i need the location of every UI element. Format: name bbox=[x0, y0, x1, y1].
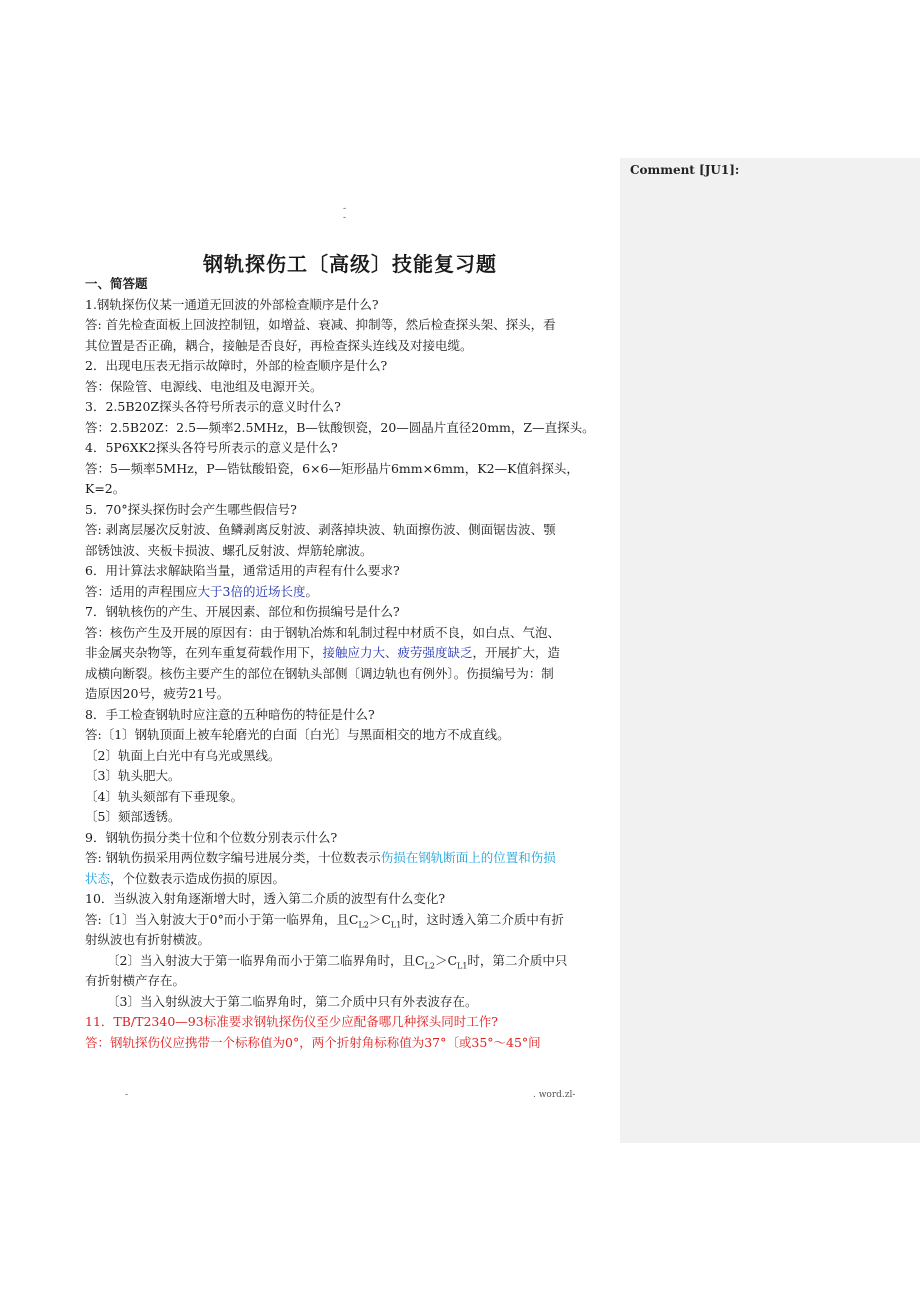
question-3: 3．2.5B20Z探头各符号所表示的意义时什么? bbox=[85, 399, 341, 414]
a10-1-sub-2: L1 bbox=[390, 920, 402, 929]
answer-7-text-end: ，开展扩大，造 bbox=[472, 645, 561, 660]
answer-9-line-2 bbox=[85, 869, 613, 890]
answer-7-text: 非金属夹杂物等，在列车重复荷载作用下， bbox=[85, 645, 323, 660]
header-mark-bottom: - bbox=[343, 213, 347, 223]
a10-2-sub-1: L2 bbox=[424, 961, 435, 970]
a10-1-post: 时，这时透入第二介质中有折 bbox=[401, 911, 564, 927]
answer-5-line-2: 部锈蚀波、夹板卡损波、螺孔反射波、焊筋轮廓波。 bbox=[85, 542, 373, 558]
answer-8-item-3: 〔3〕轨头肥大。 bbox=[85, 768, 181, 783]
a10-1-mid: ＞C bbox=[368, 911, 391, 927]
answer-9-highlight: 伤损在钢轨断面上的位置和伤损 bbox=[380, 850, 556, 865]
question-2: 2．出现电压表无指示故障时，外部的检查顺序是什么? bbox=[85, 358, 388, 373]
question-1: 1.钢轨探伤仪某一通道无回波的外部检查顺序是什么? bbox=[85, 296, 379, 312]
footer-right: . word.zl- bbox=[533, 1090, 576, 1100]
header-mark-top: - bbox=[343, 204, 347, 214]
document-body bbox=[85, 274, 613, 1053]
a10-1-sub-1: L2 bbox=[358, 920, 369, 929]
footer-left: - bbox=[125, 1090, 129, 1100]
answer-3: 答：2.5B20Z：2.5—频率2.5MHz，B—钛酸钡瓷，20—圆晶片直径20mm，Z—直探头。 bbox=[85, 419, 595, 435]
a10-1-pre: 答:〔1〕当入射波大于0°而小于第一临界角，且C bbox=[85, 911, 359, 927]
header-mark bbox=[343, 205, 346, 223]
section-heading: 一、简答题 bbox=[85, 276, 148, 291]
question-6: 6．用计算法求解缺陷当量，通常适用的声程有什么要求? bbox=[85, 563, 400, 578]
answer-9-text-end: ，个位数表示造成伤损的原因。 bbox=[110, 870, 286, 886]
answer-8-item-2: 〔2〕轨面上白光中有乌光或黑线。 bbox=[85, 747, 281, 763]
question-10: 10．当纵波入射角逐渐增大时，透入第二介质的波型有什么变化? bbox=[85, 891, 446, 906]
answer-6-highlight: 大于3倍的近场长度 bbox=[197, 583, 306, 599]
answer-9-line-1 bbox=[85, 848, 613, 869]
question-8: 8．手工检查钢轨时应注意的五种暗伤的特征是什么? bbox=[85, 706, 375, 722]
answer-6-end: 。 bbox=[305, 583, 318, 599]
a10-2-mid: ＞C bbox=[434, 952, 458, 968]
answer-8-item-4: 〔4〕轨头颏部有下垂现象。 bbox=[85, 788, 243, 804]
a10-2-pre: 〔2〕当入射波大于第一临界角而小于第二临界角时，且C bbox=[107, 952, 425, 968]
answer-6-text: 答：适用的声程围应 bbox=[85, 583, 198, 599]
answer-9-highlight-2: 状态 bbox=[85, 870, 111, 886]
answer-7-line-2 bbox=[85, 643, 613, 664]
question-7: 7．钢轨核伤的产生、开展因素、部位和伤损编号是什么? bbox=[85, 604, 400, 619]
answer-6 bbox=[85, 582, 613, 603]
answer-7-highlight: 接触应力大、疲劳强度缺乏 bbox=[322, 645, 473, 660]
a10-2-sub-2: L1 bbox=[457, 961, 468, 970]
answer-10-item-3: 〔3〕当入射纵波大于第二临界角时，第二介质中只有外表波存在。 bbox=[107, 993, 478, 1009]
comment-title: Comment [JU1]: bbox=[630, 163, 740, 177]
comment-pane bbox=[620, 158, 920, 1143]
answer-2: 答：保险管、电源线、电池组及电源开关。 bbox=[85, 378, 323, 394]
answer-7-line-3: 成横向断裂。核伤主要产生的部位在钢轨头部侧〔调边轨也有例外〕。伤损编号为：制 bbox=[85, 665, 554, 681]
answer-8-item-1: 答:〔1〕钢轨顶面上被车轮磨光的白面〔白光〕与黑面相交的地方不成直线。 bbox=[85, 727, 510, 742]
question-4: 4．5P6XK2探头各符号所表示的意义是什么? bbox=[85, 440, 338, 455]
a10-2-post: 时，第二介质中只 bbox=[467, 952, 568, 968]
answer-4-line-1: 答：5—频率5MHz，P—锆钛酸铅瓷，6×6—矩形晶片6mm×6mm，K2—K值斜探头， bbox=[85, 460, 579, 476]
question-11: 11．TB/T2340—93标准要求钢轨探伤仪至少应配备哪几种探头同时工作? bbox=[85, 1014, 498, 1029]
answer-1-line-1: 答: 首先检查面板上回波控制钮，如增益、衰减、抑制等，然后检查探头架、探头，看 bbox=[85, 317, 556, 332]
answer-8-item-5: 〔5〕颏部透锈。 bbox=[85, 809, 181, 824]
answer-7-line-4: 造原因20号，疲劳21号。 bbox=[85, 686, 230, 701]
answer-9-text: 答: 钢轨伤损采用两位数字编号进展分类，十位数表示 bbox=[85, 850, 381, 865]
question-5: 5．70°探头探伤时会产生哪些假信号? bbox=[85, 501, 297, 517]
answer-10-item-1-line-2: 射纵波也有折射横波。 bbox=[85, 932, 211, 947]
question-9: 9．钢轨伤损分类十位和个位数分别表示什么? bbox=[85, 829, 338, 845]
answer-7-line-1: 答：核伤产生及开展的原因有：由于钢轨冶炼和轧制过程中材质不良，如白点、气泡、 bbox=[85, 624, 561, 640]
answer-10-item-2 bbox=[85, 951, 613, 972]
answer-10-item-1 bbox=[85, 910, 613, 931]
document-title: 钢轨探伤工〔高级〕技能复习题 bbox=[203, 252, 497, 276]
answer-5-line-1: 答: 剥离层屡次反射波、鱼鳞剥离反射波、剥落掉块波、轨面擦伤波、侧面锯齿波、颚 bbox=[85, 522, 556, 537]
answer-4-line-2: K=2。 bbox=[85, 481, 126, 496]
answer-1-line-2: 其位置是否正确，耦合，接触是否良好，再检查探头连线及对接电缆。 bbox=[85, 337, 473, 353]
answer-11: 答：钢轨探伤仪应携带一个标称值为0°，两个折射角标称值为37°〔或35°～45°间 bbox=[85, 1034, 541, 1050]
answer-10-item-2-line-2: 有折射横产存在。 bbox=[85, 973, 186, 988]
